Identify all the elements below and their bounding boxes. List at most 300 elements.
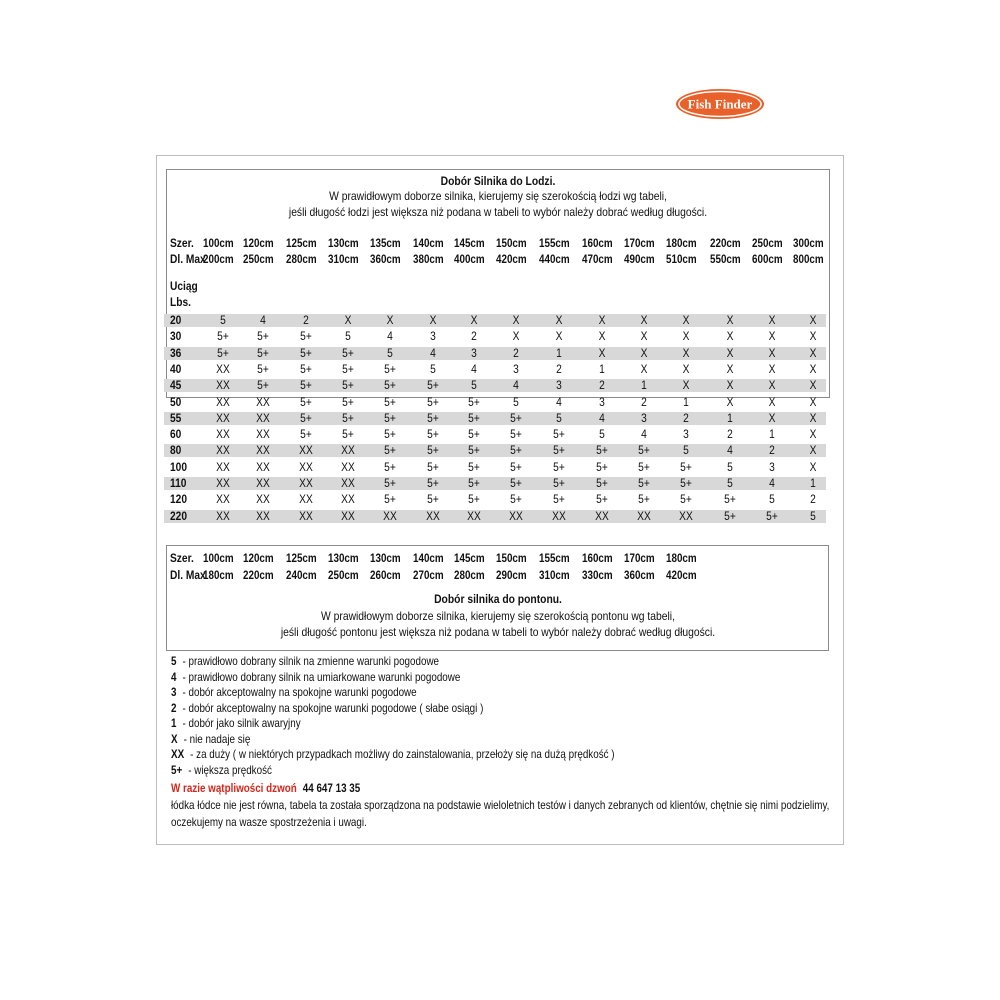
thrust-cell: X [640, 313, 648, 327]
thrust-cell: 5+ [553, 427, 565, 441]
thrust-cell: XX [595, 509, 609, 523]
thrust-cell: 5+ [724, 509, 736, 523]
thrust-cell: 5+ [766, 509, 778, 523]
legend-key: 5+ [171, 762, 183, 777]
thrust-cell: X [768, 362, 776, 376]
thrust-cell: 5+ [510, 460, 522, 474]
legend-desc: - za duży ( w niektórych przypadkach możliwy do zainstalowania, przełoży się na dużą prędkość ) [187, 747, 615, 761]
thrust-cell: 5+ [510, 443, 522, 457]
thrust-cell: 5+ [510, 492, 522, 506]
pontoon-line-1: W prawidłowym doborze silnika, kierujemy się szerokością pontonu wg tabeli, [321, 609, 675, 623]
thrust-cell: X [726, 346, 734, 360]
boat-length-header: 310cm [328, 252, 359, 266]
thrust-cell: 5 [727, 476, 733, 490]
thrust-cell: XX [216, 378, 230, 392]
pontoon-width-header: 145cm [454, 551, 485, 565]
thrust-cell: 3 [513, 362, 519, 376]
thrust-cell: 5+ [300, 329, 312, 343]
thrust-cell: X [640, 346, 648, 360]
pontoon-length-header: 280cm [454, 568, 485, 582]
pontoon-width-header: 150cm [496, 551, 527, 565]
thrust-cell: XX [299, 509, 313, 523]
thrust-row-label: 45 [170, 378, 182, 392]
legend-item [171, 731, 250, 747]
thrust-cell: 3 [556, 378, 562, 392]
thrust-cell: 2 [599, 378, 605, 392]
thrust-cell: 5+ [510, 411, 522, 425]
thrust-cell: X [640, 362, 648, 376]
thrust-cell: 5+ [257, 362, 269, 376]
thrust-cell: 5 [683, 443, 689, 457]
thrust-cell: XX [256, 476, 270, 490]
legend-key: X [171, 731, 178, 746]
thrust-cell: 5 [471, 378, 477, 392]
thrust-cell: X [809, 346, 817, 360]
pontoon-width-header: 140cm [413, 551, 444, 565]
thrust-cell: 5 [430, 362, 436, 376]
boat-length-header: 400cm [454, 252, 485, 266]
thrust-cell: 2 [683, 411, 689, 425]
thrust-cell: XX [216, 443, 230, 457]
thrust-cell: XX [383, 509, 397, 523]
thrust-cell: X [386, 313, 394, 327]
legend-desc: - nie nadaje się [180, 731, 251, 746]
boat-width-header: 250cm [752, 236, 783, 250]
thrust-cell: X [726, 378, 734, 392]
thrust-cell: XX [341, 443, 355, 457]
fish-finder-logo [674, 86, 766, 122]
thrust-cell: 5+ [300, 346, 312, 360]
thrust-cell: X [555, 313, 563, 327]
thrust-cell: X [344, 313, 352, 327]
thrust-cell: 5 [556, 411, 562, 425]
thrust-cell: 5 [599, 427, 605, 441]
thrust-cell: 5+ [427, 378, 439, 392]
thrust-cell: 3 [471, 346, 477, 360]
thrust-cell: X [682, 346, 690, 360]
legend-desc: - dobór akceptowalny na spokojne warunki pogodowe ( słabe osiągi ) [179, 700, 484, 715]
thrust-cell: 5+ [384, 395, 396, 409]
thrust-cell: 2 [303, 313, 309, 327]
thrust-cell: 3 [641, 411, 647, 425]
pontoon-length-header: 310cm [539, 568, 570, 582]
boat-line-2: jeśli długość łodzi jest większa niż podana w tabeli to wybór należy dobrać według długości. [288, 205, 708, 219]
thrust-cell: 5+ [300, 362, 312, 376]
contact-line [171, 780, 360, 796]
legend-item [171, 746, 615, 762]
thrust-cell: XX [426, 509, 440, 523]
thrust-cell: 2 [556, 362, 562, 376]
thrust-row-label: 30 [170, 329, 182, 343]
thrust-cell: X [598, 313, 606, 327]
pontoon-length-header: 290cm [496, 568, 527, 582]
thrust-cell: X [429, 313, 437, 327]
thrust-cell: 5+ [680, 476, 692, 490]
boat-length-header: 470cm [582, 252, 613, 266]
thrust-cell: 5+ [468, 443, 480, 457]
thrust-cell: 5+ [553, 492, 565, 506]
thrust-cell: 5+ [384, 460, 396, 474]
thrust-cell: 5+ [217, 346, 229, 360]
pontoon-width-header: 170cm [624, 551, 655, 565]
boat-width-header: 180cm [666, 236, 697, 250]
pontoon-width-label: Szer. [170, 551, 194, 565]
thrust-cell: 5 [513, 395, 519, 409]
thrust-row-label: 50 [170, 395, 182, 409]
thrust-cell: 5 [220, 313, 226, 327]
thrust-cell: 3 [599, 395, 605, 409]
thrust-cell: 2 [810, 492, 816, 506]
thrust-cell: 3 [430, 329, 436, 343]
thrust-cell: 5+ [510, 427, 522, 441]
thrust-cell: 5+ [680, 492, 692, 506]
thrust-cell: 4 [471, 362, 477, 376]
pontoon-length-header: 270cm [413, 568, 444, 582]
thrust-cell: XX [216, 492, 230, 506]
boat-width-header: 100cm [203, 236, 234, 250]
thrust-cell: 5+ [468, 460, 480, 474]
thrust-cell: 5+ [300, 427, 312, 441]
thrust-cell: 5+ [553, 460, 565, 474]
thrust-cell: 1 [683, 395, 689, 409]
thrust-cell: 1 [769, 427, 775, 441]
thrust-row-label: 100 [170, 460, 188, 474]
thrust-cell: 5+ [384, 443, 396, 457]
thrust-cell: XX [216, 395, 230, 409]
thrust-row-label: 36 [170, 346, 182, 360]
legend-desc: - prawidłowo dobrany silnik na umiarkowane warunki pogodowe [179, 669, 461, 684]
thrust-cell: 5+ [553, 443, 565, 457]
thrust-cell: XX [256, 427, 270, 441]
thrust-cell: 5+ [468, 476, 480, 490]
thrust-cell: 5+ [257, 346, 269, 360]
thrust-cell: 5+ [257, 378, 269, 392]
thrust-cell: 4 [430, 346, 436, 360]
thrust-cell: X [768, 395, 776, 409]
thrust-cell: XX [256, 443, 270, 457]
thrust-cell: XX [216, 362, 230, 376]
thrust-cell: 5 [345, 329, 351, 343]
boat-length-header: 510cm [666, 252, 697, 266]
thrust-cell: XX [341, 476, 355, 490]
thrust-cell: 5+ [638, 492, 650, 506]
boat-length-header: 440cm [539, 252, 570, 266]
boat-width-header: 220cm [710, 236, 741, 250]
pontoon-length-header: 250cm [328, 568, 359, 582]
boat-width-header: 125cm [286, 236, 317, 250]
thrust-cell: 5+ [342, 395, 354, 409]
boat-length-header: 420cm [496, 252, 527, 266]
thrust-cell: XX [256, 395, 270, 409]
pontoon-length-header: 260cm [370, 568, 401, 582]
thrust-cell: 2 [769, 443, 775, 457]
thrust-cell: 5+ [427, 395, 439, 409]
thrust-cell: 5+ [384, 427, 396, 441]
thrust-cell: X [809, 378, 817, 392]
thrust-cell: 2 [471, 329, 477, 343]
thrust-cell: 5+ [342, 346, 354, 360]
legend-key: 4 [171, 669, 177, 684]
thrust-cell: XX [299, 492, 313, 506]
thrust-cell: X [809, 362, 817, 376]
thrust-row-label: 20 [170, 313, 182, 327]
boat-title: Dobór Silnika do Lodzi. [440, 174, 556, 188]
thrust-row-label: 220 [170, 509, 188, 523]
thrust-cell: 3 [683, 427, 689, 441]
thrust-cell: 4 [556, 395, 562, 409]
thrust-cell: XX [299, 460, 313, 474]
thrust-cell: 5 [727, 460, 733, 474]
thrust-cell: 5 [810, 509, 816, 523]
thrust-cell: 2 [641, 395, 647, 409]
thrust-cell: 4 [727, 443, 733, 457]
thrust-cell: XX [509, 509, 523, 523]
thrust-cell: 4 [599, 411, 605, 425]
thrust-row-label: 110 [170, 476, 187, 490]
thrust-cell: 5+ [596, 492, 608, 506]
thrust-cell: 5+ [427, 427, 439, 441]
thrust-cell: XX [299, 443, 313, 457]
legend-item [171, 700, 483, 716]
thrust-cell: X [726, 362, 734, 376]
pontoon-length-header: 330cm [582, 568, 613, 582]
thrust-cell: X [512, 329, 520, 343]
legend-desc: - większa prędkość [185, 762, 272, 777]
thrust-cell: 5+ [342, 411, 354, 425]
thrust-cell: X [768, 411, 776, 425]
thrust-cell: XX [216, 411, 230, 425]
thrust-cell: 1 [810, 476, 816, 490]
thrust-cell: XX [341, 460, 355, 474]
legend-item [171, 669, 460, 685]
thrust-cell: 1 [556, 346, 562, 360]
thrust-cell: X [640, 329, 648, 343]
thrust-cell: 5+ [384, 492, 396, 506]
boat-length-header: 280cm [286, 252, 317, 266]
thrust-cell: XX [341, 509, 355, 523]
thrust-cell: 5+ [384, 476, 396, 490]
thrust-cell: X [768, 346, 776, 360]
boat-width-header: 135cm [370, 236, 401, 250]
thrust-cell: 5+ [427, 411, 439, 425]
thrust-cell: 4 [769, 476, 775, 490]
thrust-cell: X [598, 346, 606, 360]
legend-key: XX [171, 747, 185, 761]
footer-line-2: oczekujemy na wasze spostrzeżenia i uwagi. [171, 815, 367, 829]
boat-length-header: 250cm [243, 252, 274, 266]
pontoon-title: Dobór silnika do pontonu. [434, 592, 562, 606]
legend-item [171, 653, 439, 669]
boat-length-label: Dl. Max [170, 252, 206, 266]
thrust-cell: XX [299, 476, 313, 490]
thrust-cell: X [555, 329, 563, 343]
thrust-cell: 1 [727, 411, 733, 425]
boat-length-header: 360cm [370, 252, 401, 266]
thrust-cell: XX [216, 460, 230, 474]
pontoon-width-header: 120cm [243, 551, 274, 565]
legend-desc: - dobór akceptowalny na spokojne warunki pogodowe [179, 685, 417, 699]
thrust-cell: X [768, 313, 776, 327]
thrust-cell: X [682, 378, 690, 392]
legend-desc: - dobór jako silnik awaryjny [179, 716, 301, 730]
thrust-cell: X [768, 378, 776, 392]
thrust-cell: X [809, 313, 817, 327]
thrust-cell: 4 [387, 329, 393, 343]
boat-length-header: 800cm [793, 252, 824, 266]
boat-length-header: 380cm [413, 252, 444, 266]
thrust-cell: 5+ [468, 427, 480, 441]
contact-label: W razie wątpliwości dzwoń [171, 781, 297, 795]
legend-item [171, 715, 301, 731]
thrust-cell: 5+ [217, 329, 229, 343]
thrust-cell: XX [467, 509, 481, 523]
thrust-cell: 5+ [384, 362, 396, 376]
thrust-cell: XX [216, 509, 230, 523]
thrust-cell: 5 [769, 492, 775, 506]
thrust-cell: 5+ [638, 476, 650, 490]
boat-length-header: 600cm [752, 252, 783, 266]
boat-length-header: 490cm [624, 252, 655, 266]
thrust-cell: X [470, 313, 478, 327]
thrust-cell: X [512, 313, 520, 327]
thrust-cell: XX [256, 509, 270, 523]
thrust-cell: X [809, 460, 817, 474]
thrust-cell: X [768, 329, 776, 343]
thrust-cell: X [682, 313, 690, 327]
boat-width-header: 145cm [454, 236, 485, 250]
thrust-cell: X [726, 313, 734, 327]
thrust-cell: 5+ [680, 460, 692, 474]
thrust-cell: X [726, 329, 734, 343]
thrust-cell: XX [256, 492, 270, 506]
boat-width-header: 300cm [793, 236, 824, 250]
pontoon-length-header: 360cm [624, 568, 655, 582]
thrust-cell: 5+ [510, 476, 522, 490]
boat-width-header: 155cm [539, 236, 570, 250]
thrust-cell: 5+ [300, 378, 312, 392]
thrust-cell: 5+ [638, 460, 650, 474]
legend-item [171, 684, 417, 700]
legend-desc: - prawidłowo dobrany silnik na zmienne warunki pogodowe [179, 654, 440, 668]
boat-length-header: 200cm [203, 252, 234, 266]
thrust-cell: X [682, 362, 690, 376]
thrust-cell: 5+ [300, 411, 312, 425]
boat-width-header: 160cm [582, 236, 613, 250]
pontoon-length-header: 240cm [286, 568, 317, 582]
thrust-cell: 5+ [553, 476, 565, 490]
pontoon-width-header: 160cm [582, 551, 613, 565]
thrust-cell: 4 [260, 313, 266, 327]
thrust-cell: 2 [513, 346, 519, 360]
thrust-cell: 1 [599, 362, 605, 376]
thrust-cell: 5+ [596, 443, 608, 457]
pontoon-width-header: 155cm [539, 551, 570, 565]
thrust-row-label: 55 [170, 411, 182, 425]
thrust-label: Uciąg [170, 279, 198, 293]
thrust-row-label: 40 [170, 362, 182, 376]
thrust-cell: XX [256, 460, 270, 474]
thrust-cell: 5+ [300, 395, 312, 409]
pontoon-width-header: 130cm [370, 551, 401, 565]
thrust-cell: 4 [513, 378, 519, 392]
pontoon-length-header: 220cm [243, 568, 274, 582]
thrust-cell: 5+ [384, 411, 396, 425]
thrust-cell: 5+ [427, 492, 439, 506]
thrust-row-label: 60 [170, 427, 182, 441]
pontoon-width-header: 180cm [666, 551, 697, 565]
boat-width-header: 150cm [496, 236, 527, 250]
thrust-cell: 5+ [257, 329, 269, 343]
legend-key: 5 [171, 654, 177, 668]
thrust-row-label: 120 [170, 492, 188, 506]
thrust-cell: X [682, 329, 690, 343]
thrust-cell: X [598, 329, 606, 343]
boat-line-1: W prawidłowym doborze silnika, kierujemy się szerokością łodzi wg tabeli, [329, 189, 667, 203]
footer-line-1: łódka łódce nie jest równa, tabela ta została sporządzona na podstawie wieloletnich testów i danych zebranych od klientów, chętnie się nimi podzielimy, [171, 798, 830, 812]
thrust-cell: X [809, 443, 817, 457]
thrust-cell: 5+ [342, 378, 354, 392]
thrust-cell: 2 [727, 427, 733, 441]
pontoon-length-header: 420cm [666, 568, 697, 582]
thrust-cell: 1 [641, 378, 647, 392]
thrust-cell: XX [256, 411, 270, 425]
thrust-cell: 5+ [468, 492, 480, 506]
thrust-cell: 5+ [596, 476, 608, 490]
thrust-cell: 5+ [342, 427, 354, 441]
logo-text: Fish Finder [687, 96, 753, 112]
boat-width-header: 140cm [413, 236, 444, 250]
pontoon-length-label: Dl. Max [170, 568, 206, 582]
legend-key: 1 [171, 716, 177, 730]
legend-key: 3 [171, 685, 177, 699]
thrust-cell: 5+ [342, 362, 354, 376]
thrust-cell: XX [216, 476, 230, 490]
thrust-cell: 5+ [468, 411, 480, 425]
thrust-row-label: 80 [170, 443, 182, 457]
thrust-cell: XX [341, 492, 355, 506]
pontoon-width-header: 100cm [203, 551, 234, 565]
thrust-cell: 5+ [638, 443, 650, 457]
thrust-cell: 5+ [384, 378, 396, 392]
thrust-cell: XX [637, 509, 651, 523]
thrust-cell: 5+ [427, 460, 439, 474]
boat-width-header: 170cm [624, 236, 655, 250]
thrust-cell: X [809, 411, 817, 425]
pontoon-length-header: 180cm [203, 568, 234, 582]
boat-width-header: 130cm [328, 236, 359, 250]
thrust-cell: 5+ [427, 476, 439, 490]
thrust-cell: 4 [641, 427, 647, 441]
thrust-unit-label: Lbs. [170, 295, 191, 309]
legend-key: 2 [171, 700, 177, 715]
thrust-cell: XX [679, 509, 693, 523]
thrust-cell: 5+ [596, 460, 608, 474]
boat-length-header: 550cm [710, 252, 741, 266]
boat-width-label: Szer. [170, 236, 194, 250]
thrust-cell: 5+ [427, 443, 439, 457]
thrust-cell: XX [216, 427, 230, 441]
thrust-cell: 3 [769, 460, 775, 474]
thrust-cell: XX [552, 509, 566, 523]
pontoon-width-header: 130cm [328, 551, 359, 565]
thrust-cell: X [726, 395, 734, 409]
thrust-cell: 5 [387, 346, 393, 360]
contact-phone: 44 647 13 35 [302, 781, 361, 795]
pontoon-width-header: 125cm [286, 551, 317, 565]
pontoon-line-2: jeśli długość pontonu jest większa niż podana w tabeli to wybór należy dobrać według długości. [280, 625, 716, 639]
legend-item [171, 762, 272, 778]
thrust-cell: X [809, 395, 817, 409]
